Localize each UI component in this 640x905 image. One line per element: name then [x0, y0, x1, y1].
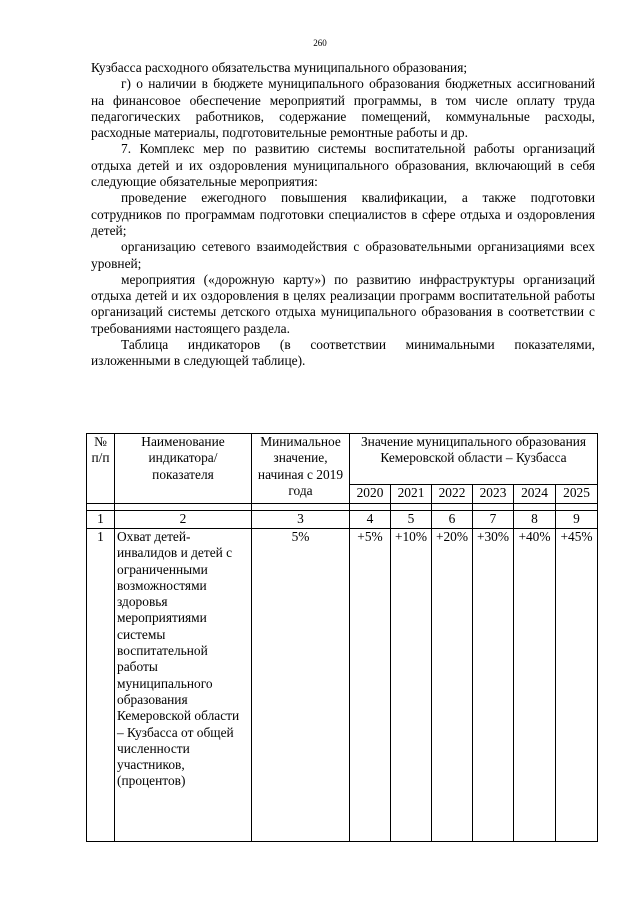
column-number: 4: [350, 511, 391, 529]
header-year: 2024: [514, 485, 556, 504]
table-column-numbers-row: [87, 511, 598, 529]
body-text: [91, 60, 595, 370]
paragraph-qualification: проведение ежегодного повышения квалификации, а также подготовки сотрудников по программам подготовки специалистов в сфере отдыха и оздоровления детей;: [91, 190, 595, 238]
header-num: № п/п: [87, 434, 115, 504]
header-year: 2023: [473, 485, 514, 504]
column-number: 5: [391, 511, 432, 529]
column-number: 8: [514, 511, 556, 529]
column-number: 7: [473, 511, 514, 529]
paragraph-table-intro: Таблица индикаторов (в соответствии минимальными показателями, изложенными в следующей таблице).: [91, 337, 595, 369]
header-year: 2025: [556, 485, 598, 504]
indicators-table: [86, 433, 598, 842]
row-min-value: 5%: [252, 529, 350, 842]
row-value: +10%: [391, 529, 432, 842]
table-row: [87, 529, 598, 842]
paragraph-network: организацию сетевого взаимодействия с образовательными организациями всех уровней;: [91, 239, 595, 271]
row-value: +45%: [556, 529, 598, 842]
row-value: +40%: [514, 529, 556, 842]
column-number: 3: [252, 511, 350, 529]
header-year: 2022: [432, 485, 473, 504]
row-value: +20%: [432, 529, 473, 842]
paragraph-continuation: Кузбасса расходного обязательства муниципального образования;: [91, 60, 468, 75]
header-value-group: Значение муниципального образования Кемеровской области – Кузбасса: [350, 434, 598, 485]
header-name: Наименование индикатора/ показателя: [115, 434, 252, 504]
column-number: 2: [115, 511, 252, 529]
page-number: 260: [313, 38, 327, 48]
paragraph-roadmap: мероприятия («дорожную карту») по развитию инфраструктуры организаций отдыха детей и их оздоровления в целях реализации программ воспитательной работы организаций системы детского отдыха муниципального образования в соответствии с требованиями настоящего раздела.: [91, 271, 595, 336]
row-value: +5%: [350, 529, 391, 842]
column-number: 1: [87, 511, 115, 529]
table-header-row: [87, 434, 598, 485]
row-num: 1: [87, 529, 115, 842]
column-number: 9: [556, 511, 598, 529]
row-indicator-name: Охват детей-инвалидов и детей с ограниченными возможностями здоровья мероприятиями системы воспитательной работы муниципального образования Кемеровской области – Кузбасса от общей численности участников, (процентов): [115, 529, 252, 842]
row-value: +30%: [473, 529, 514, 842]
column-number: 6: [432, 511, 473, 529]
header-year: 2021: [391, 485, 432, 504]
paragraph-budget: г) о наличии в бюджете муниципального образования бюджетных ассигнований на финансовое обеспечение мероприятий программы, в том числе оплату труда педагогических работников, содержание помещений, коммунальные расходы, расходные материалы, подготовительные ремонтные работы и др.: [91, 76, 595, 141]
header-min: Минимальное значение, начиная с 2019 года: [252, 434, 350, 504]
table-gap-row: [87, 504, 598, 511]
paragraph-complex-measures: 7. Комплекс мер по развитию системы воспитательной работы организаций отдыха детей и их оздоровления муниципального образования, включающий в себя следующие обязательные мероприятия:: [91, 141, 595, 190]
header-year: 2020: [350, 485, 391, 504]
